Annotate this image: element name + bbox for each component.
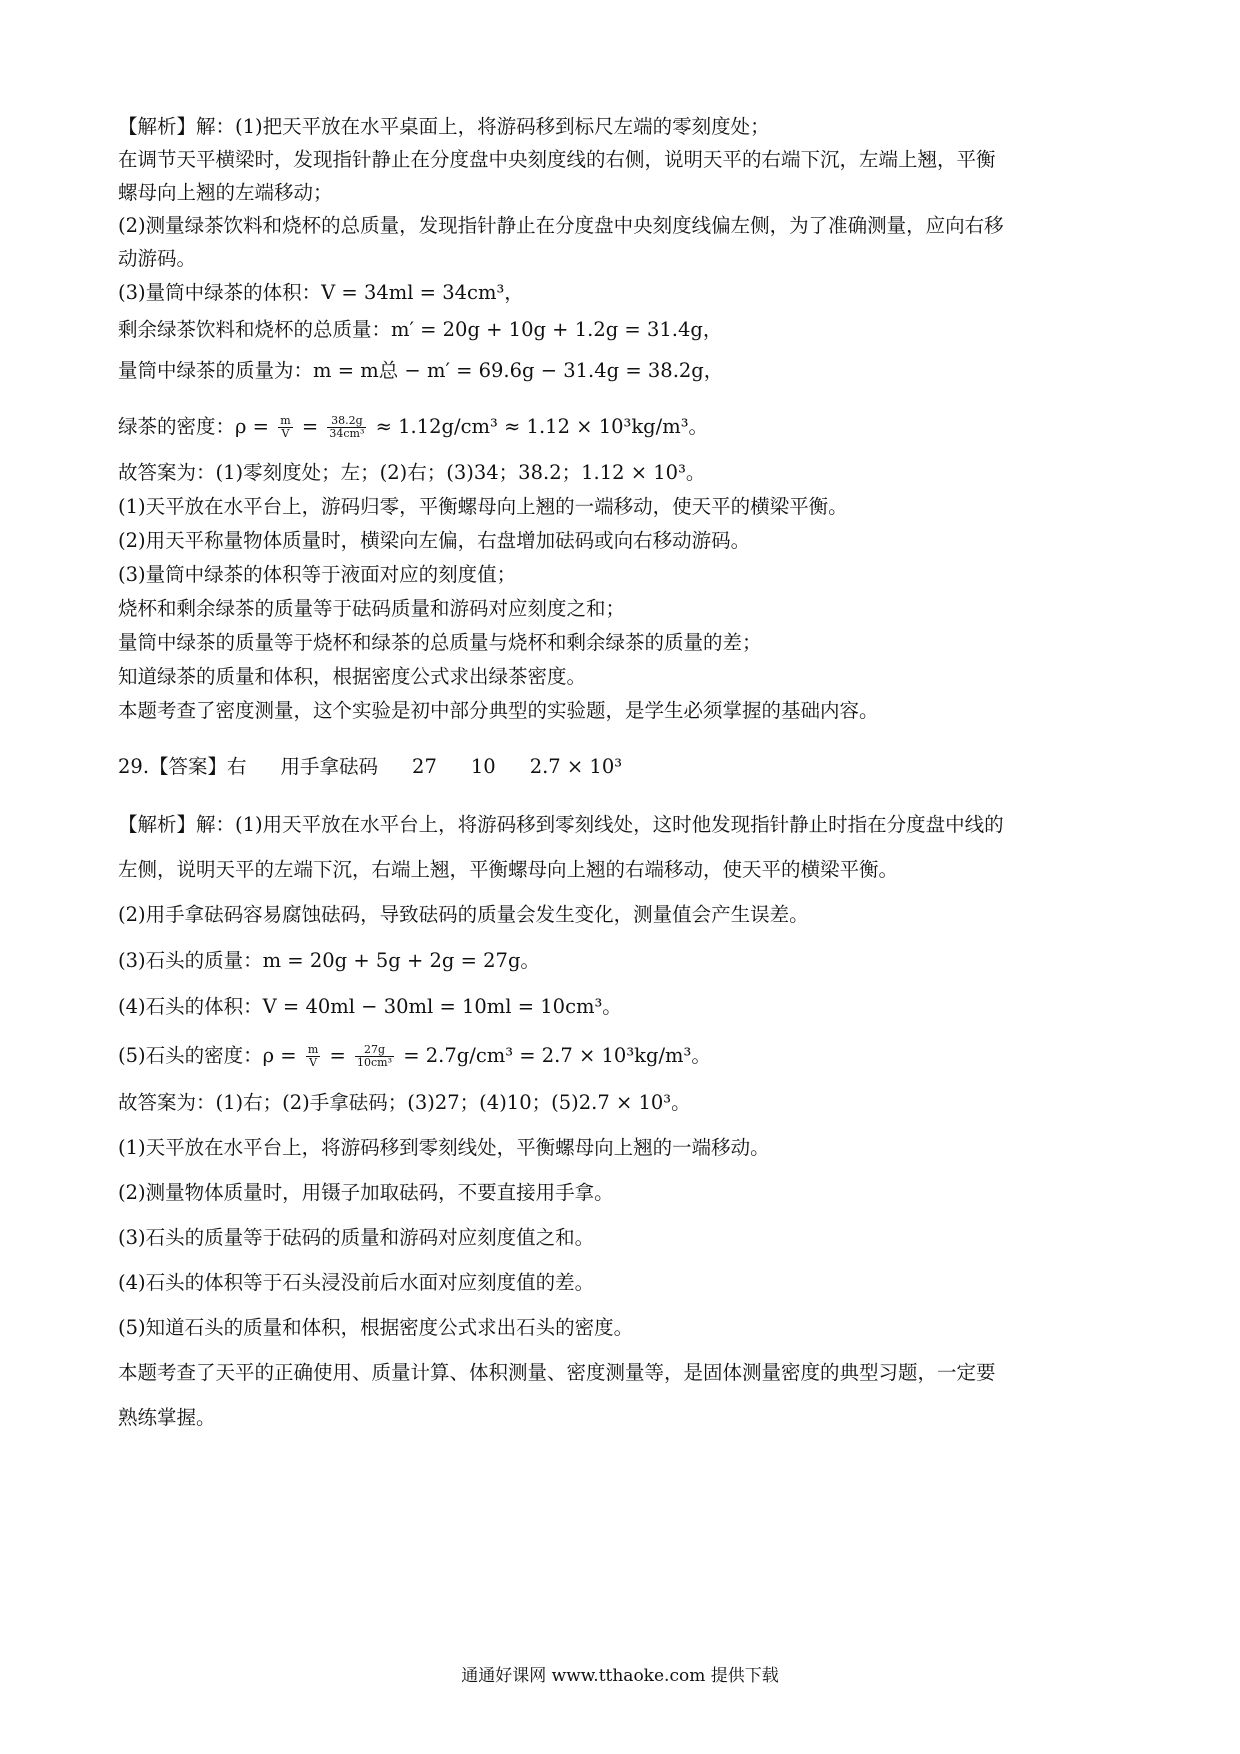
density-28-suffix: ≈ 1.12g/cm³ ≈ 1.12 × 10³kg/m³。 [369, 415, 709, 438]
fraction-values [355, 1044, 394, 1069]
analysis-28-line-17: 本题考查了密度测量，这个实验是初中部分典型的实验题，是学生必须掌握的基础内容。 [118, 699, 879, 722]
fraction-denominator: V [306, 1056, 320, 1069]
analysis-29-line-8: (1)天平放在水平台上，将游码移到零刻线处，平衡螺母向上翘的一端移动。 [118, 1136, 770, 1159]
analysis-29-line-3: (2)用手拿砝码容易腐蚀砝码，导致砝码的质量会发生变化，测量值会产生误差。 [118, 903, 809, 926]
analysis-29-line-1: 【解析】解：(1)用天平放在水平台上，将游码移到零刻线处，这时他发现指针静止时指在分度盘中线的 [118, 813, 1004, 836]
fraction-numerator: 38.2g [331, 414, 363, 427]
analysis-28-line-5: 动游码。 [118, 247, 197, 270]
page-footer: 通通好课网 www.tthaoke.com 提供下载 [461, 1666, 779, 1686]
analysis-28-line-7: 剩余绿茶饮料和烧杯的总质量：m′ = 20g + 10g + 1.2g = 31.4g， [118, 318, 723, 341]
analysis-28-line-12: (2)用天平称量物体质量时，横梁向左偏，右盘增加砝码或向右移动游码。 [118, 529, 751, 552]
analysis-29-line-5: (4)石头的体积：V = 40ml − 30ml = 10ml = 10cm³。 [118, 995, 622, 1018]
analysis-28-line-14: 烧杯和剩余绿茶的质量等于砝码质量和游码对应刻度之和； [118, 597, 626, 620]
equals-sign: = [295, 415, 325, 438]
fraction-numerator: 27g [363, 1043, 386, 1056]
equals-sign: = [323, 1044, 353, 1067]
analysis-29-answer-summary: 故答案为：(1)右；(2)手拿砝码；(3)27；(4)10；(5)2.7 × 10³。 [118, 1091, 691, 1114]
fraction-denominator: V [278, 427, 292, 440]
answer-29-label: 29.【答案】右 [118, 755, 247, 778]
answer-29-item: 10 [470, 755, 496, 778]
analysis-28-line-11: (1)天平放在水平台上，游码归零，平衡螺母向上翘的一端移动，使天平的横梁平衡。 [118, 495, 848, 518]
answer-29-item: 2.7 × 10³ [529, 755, 623, 778]
answer-29-item: 用手拿砝码 [280, 755, 379, 778]
analysis-29-line-11: (4)石头的体积等于石头浸没前后水面对应刻度值的差。 [118, 1271, 595, 1294]
fraction-numerator: m [307, 1043, 319, 1056]
analysis-28-line-16: 知道绿茶的质量和体积，根据密度公式求出绿茶密度。 [118, 665, 587, 688]
analysis-28-line-6: (3)量筒中绿茶的体积：V = 34ml = 34cm³， [118, 281, 524, 304]
density-formula-28 [118, 412, 1120, 442]
analysis-28-answer-summary: 故答案为：(1)零刻度处；左；(2)右；(3)34；38.2；1.12 × 10³。 [118, 461, 706, 484]
answer-29 [118, 752, 1120, 782]
analysis-28-line-3: 螺母向上翘的左端移动； [118, 181, 333, 204]
analysis-29-line-12: (5)知道石头的质量和体积，根据密度公式求出石头的密度。 [118, 1316, 634, 1339]
density-formula-29 [118, 1041, 1120, 1071]
analysis-29-line-10: (3)石头的质量等于砝码的质量和游码对应刻度值之和。 [118, 1226, 595, 1249]
fraction-denominator: 34cm³ [329, 427, 365, 440]
fraction-m-over-v [278, 415, 292, 440]
density-29-prefix: (5)石头的密度：ρ = [118, 1044, 303, 1067]
fraction-m-over-v [306, 1044, 320, 1069]
density-29-suffix: = 2.7g/cm³ = 2.7 × 10³kg/m³。 [397, 1044, 711, 1067]
analysis-28-line-15: 量筒中绿茶的质量等于烧杯和绿茶的总质量与烧杯和剩余绿茶的质量的差； [118, 631, 762, 654]
analysis-28-line-8: 量筒中绿茶的质量为：m = m总 − m′ = 69.6g − 31.4g = 38.2g， [118, 359, 724, 382]
analysis-29-line-13: 本题考查了天平的正确使用、质量计算、体积测量、密度测量等，是固体测量密度的典型习题，一定要 [118, 1361, 996, 1384]
fraction-numerator: m [280, 414, 291, 427]
analysis-28-line-2: 在调节天平横梁时，发现指针静止在分度盘中央刻度线的右侧，说明天平的右端下沉，左端上翘，平衡 [118, 148, 996, 171]
fraction-values [327, 415, 366, 440]
analysis-28-line-4: (2)测量绿茶饮料和烧杯的总质量，发现指针静止在分度盘中央刻度线偏左侧，为了准确测量，应向右移 [118, 214, 1004, 237]
fraction-denominator: 10cm³ [357, 1056, 393, 1069]
analysis-29-line-4: (3)石头的质量：m = 20g + 5g + 2g = 27g。 [118, 949, 540, 972]
analysis-28-line-13: (3)量筒中绿茶的体积等于液面对应的刻度值； [118, 563, 517, 586]
analysis-29-line-2: 左侧，说明天平的左端下沉，右端上翘，平衡螺母向上翘的右端移动，使天平的横梁平衡。 [118, 858, 899, 881]
analysis-28-line-1: 【解析】解：(1)把天平放在水平桌面上，将游码移到标尺左端的零刻度处； [118, 115, 770, 138]
analysis-29-line-14: 熟练掌握。 [118, 1406, 216, 1429]
analysis-29-line-9: (2)测量物体质量时，用镊子加取砝码，不要直接用手拿。 [118, 1181, 614, 1204]
answer-29-item: 27 [412, 755, 437, 778]
density-28-prefix: 绿茶的密度：ρ = [118, 415, 276, 438]
